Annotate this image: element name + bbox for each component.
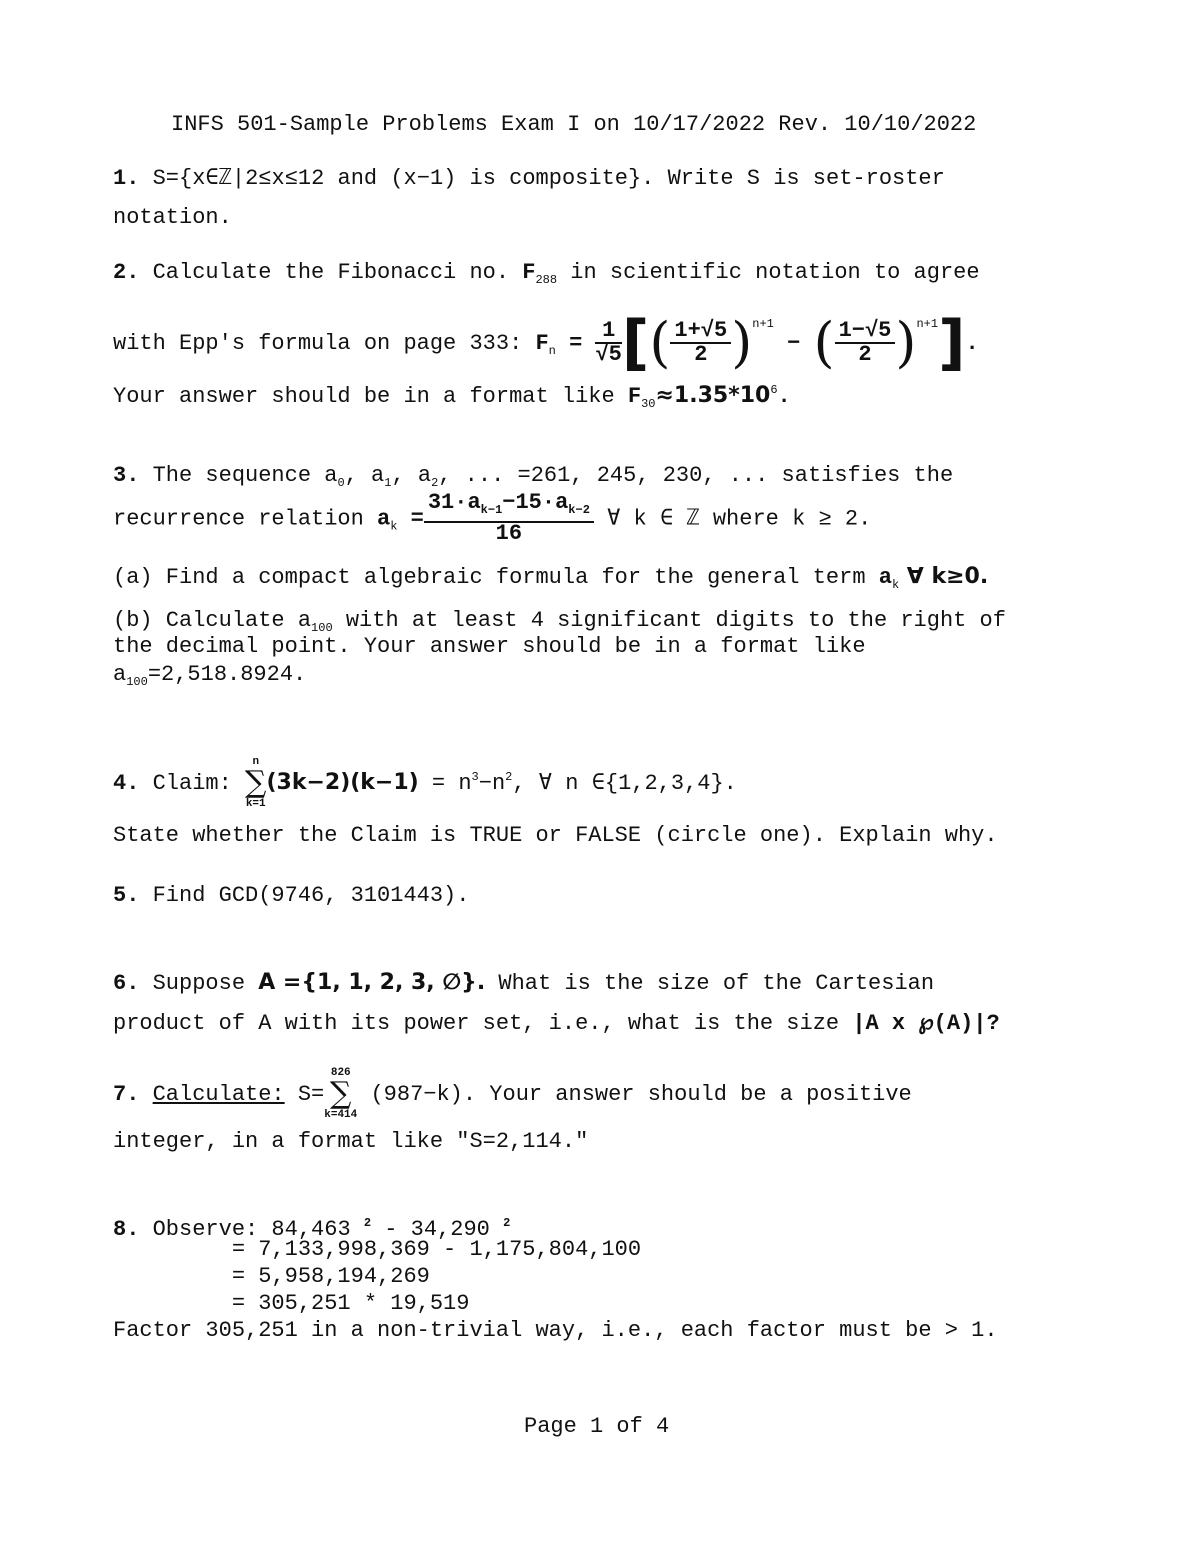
- problem-1-line-1: [113, 166, 945, 192]
- problem-2-format-line: Your answer should be in a format like $F_{30}\approx 1.35*10^6$.: [113, 383, 791, 411]
- problem-7-line-1: 7. Calculate: S= 826 ∑ k=414 (987−k). Your answer should be a positive: [113, 1067, 912, 1122]
- problem-number: 3.: [113, 463, 140, 488]
- set-a-definition: A ={1, 1, 2, 3, ∅}.: [258, 970, 486, 995]
- problem-text: S={x∈ℤ|2≤x≤12 and (x−1) is composite}. Write S is set-roster: [139, 166, 945, 191]
- problem-4-line-2: State whether the Claim is TRUE or FALSE (circle one). Explain why.: [113, 823, 998, 848]
- problem-number: 5.: [113, 883, 140, 908]
- problem-8-line-2: = 7,133,998,369 - 1,175,804,100: [113, 1237, 642, 1262]
- summation-symbol: n ∑ k=1: [245, 756, 267, 811]
- cartesian-size-expression: |A x ℘(A)|?: [852, 1011, 1000, 1036]
- problem-number: 8.: [113, 1217, 140, 1242]
- page-title: INFS 501-Sample Problems Exam I on 10/17/2022 Rev. 10/10/2022: [171, 112, 977, 137]
- problem-7-line-2: integer, in a format like "S=2,114.": [113, 1129, 589, 1154]
- problem-number: 6.: [113, 971, 140, 996]
- problem-6-line-2: product of A with its power set, i.e., what is the size |A x ℘(A)|?: [113, 1011, 1000, 1036]
- summation-symbol: 826 ∑ k=414: [324, 1067, 358, 1122]
- problem-8-line-1: 8. Observe: 84,463 $^2$ - 34,290 $^2$: [113, 1216, 511, 1242]
- problem-number: 4.: [113, 771, 140, 796]
- problem-2-line-1: 2. Calculate the Fibonacci no. $F_{288}$ in scientific notation to agree: [113, 260, 980, 287]
- fraction-one-over-root5: $\frac{1}{√5}$: [595, 318, 622, 368]
- problem-5: 5. Find GCD(9746, 3101443).: [113, 883, 470, 908]
- problem-3-part-a: (a) Find a compact algebraic formula for the general term $a_k$ ∀ k≥0.: [113, 564, 989, 592]
- problem-6-line-1: 6. Suppose A ={1, 1, 2, 3, ∅}. What is the size of the Cartesian: [113, 970, 935, 996]
- fraction-phi: $\frac{1+√5}{2}$: [670, 320, 731, 366]
- problem-3-part-b-line-3: $a_{100}=2,518.8924$.: [113, 662, 307, 689]
- problem-3-line-1: 3. The sequence $a_0$, $a_1$, $a_2$, ... =261, 245, 230, ... satisfies the: [113, 463, 954, 490]
- problem-8-line-3: = 5,958,194,269: [113, 1264, 430, 1289]
- left-bracket: [: [621, 308, 650, 379]
- fraction-psi: $\frac{1-√5}{2}$: [835, 320, 896, 366]
- page-footer: Page 1 of 4: [524, 1414, 670, 1439]
- recurrence-fraction: $\frac{31\cdot a_{k-1}-15\cdot a_{k-2}}{16}$: [424, 492, 594, 545]
- problem-1-line-2: notation.: [113, 205, 232, 230]
- problem-3-part-b-line-2: the decimal point. Your answer should be in a format like: [113, 634, 866, 659]
- problem-number: 2.: [113, 260, 140, 285]
- right-bracket: ]: [938, 308, 966, 379]
- problem-number: 1.: [113, 166, 140, 191]
- problem-2-formula-line: with Epp's formula on page 333: $F_n$ = $\frac{1}{√5}$ [( $\frac{1+√5}{2}$ )$^{n+1}$ − ( $\frac{1-√5}{2}$ )$^{n+1}$].: [113, 308, 979, 379]
- problem-8-line-5: Factor 305,251 in a non-trivial way, i.e., each factor must be > 1.: [113, 1318, 998, 1343]
- calculate-label: Calculate:: [152, 1082, 285, 1107]
- problem-number: 7.: [113, 1082, 140, 1107]
- problem-8-line-4: = 305,251 * 19,519: [113, 1291, 470, 1316]
- problem-4-claim-line: 4. Claim: n ∑ k=1 $(3k-2)(k-1) = n^3-n^2$, ∀ n ∈{1,2,3,4}.: [113, 756, 737, 811]
- problem-3-part-b-line-1: (b) Calculate $a_{100}$ with at least 4 significant digits to the right of: [113, 608, 1006, 635]
- problem-3-recurrence-line: recurrence relation $a_k$ = $\frac{31\cdot a_{k-1}-15\cdot a_{k-2}}{16}$ ∀ k ∈ ℤ where k ≥ 2.: [113, 490, 872, 546]
